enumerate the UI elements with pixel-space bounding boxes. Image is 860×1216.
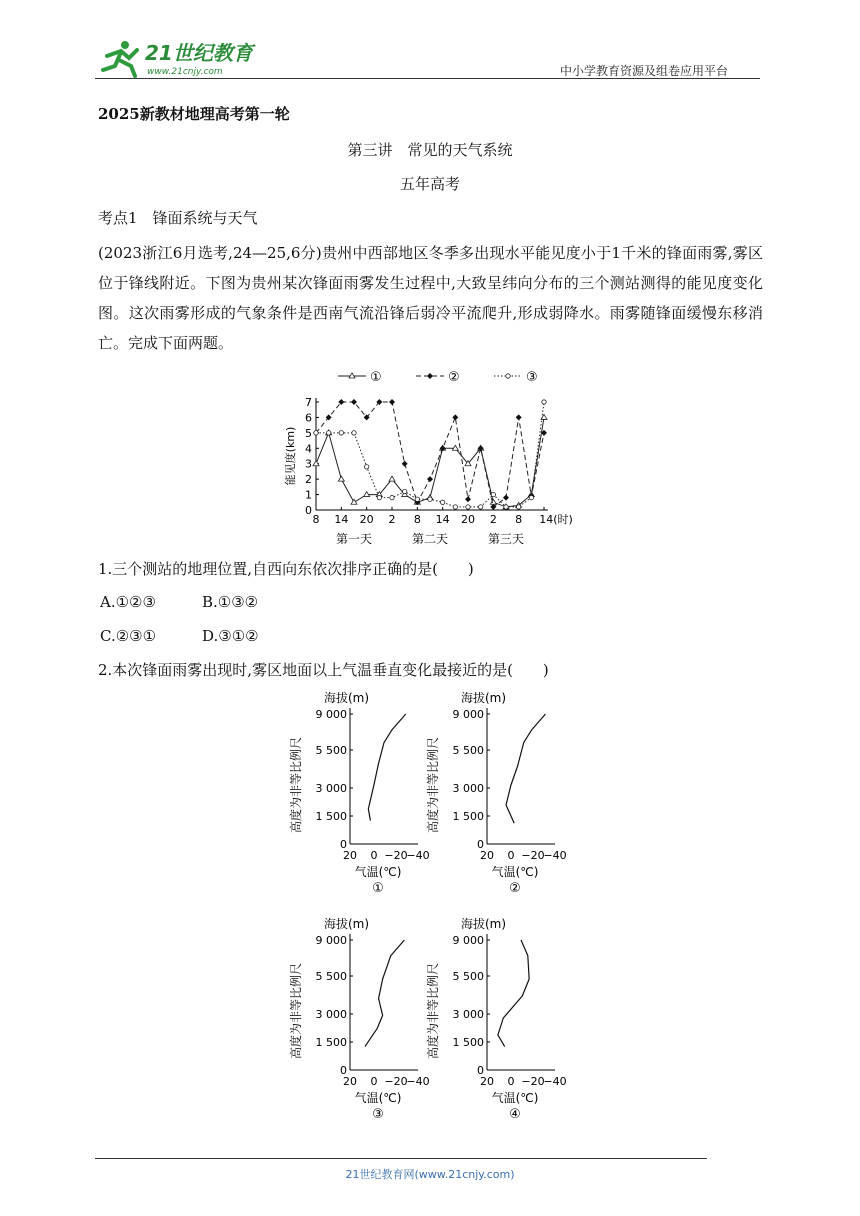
point-triangle: [490, 499, 496, 504]
profile-side-label: 高度为非等比例尺: [289, 736, 303, 834]
point-diamond: [452, 414, 458, 420]
profile-x-tick-label: −40: [406, 1075, 430, 1088]
day-label: 第二天: [411, 532, 449, 546]
y-tick-label: 3: [305, 457, 312, 471]
profile-x-tick-label: 20: [343, 849, 357, 862]
profile-y-tick-label: 0: [340, 838, 347, 851]
legend-marker: [506, 374, 510, 378]
header-divider: [95, 78, 760, 79]
point-diamond: [389, 399, 395, 405]
profile-y-title: 海拔(m): [324, 917, 370, 931]
profile-curve: [368, 714, 405, 821]
legend-label: ②: [448, 370, 460, 385]
profile-y-tick-label: 0: [477, 1064, 484, 1077]
profile-y-tick-label: 5 500: [315, 970, 347, 983]
profile-y-tick-label: 1 500: [452, 810, 484, 823]
point-circle: [402, 489, 406, 493]
temperature-profile-4: [425, 914, 575, 1129]
profile-x-tick-label: −40: [543, 849, 567, 862]
profile-x-tick-label: −20: [384, 849, 408, 862]
point-triangle: [452, 445, 458, 450]
header-platform-text: 中小学教育资源及组卷应用平台: [560, 64, 729, 78]
temperature-profile-1: [288, 688, 438, 903]
series-line-1: [316, 417, 544, 506]
intro-paragraph: (2023浙江6月选考,24—25,6分)贵州中西部地区冬季多出现水平能见度小于1千米的锋面雨雾,雾区位于锋线附近。下图为贵州某次锋面雨雾发生过程中,大致呈纬向分布的三个测站测得的能见度变化图。这次雨雾形成的气象条件是西南气流沿锋后弱冷平流爬升,形成弱降水。雨雾随锋面缓慢东移消亡。完成下面两题。: [98, 244, 763, 352]
profile-side-label: 高度为非等比例尺: [426, 962, 440, 1060]
x-tick-label: 2: [388, 513, 396, 526]
day-label: 第三天: [487, 532, 525, 546]
y-tick-label: 5: [305, 426, 312, 440]
profile-y-tick-label: 9 000: [315, 934, 347, 947]
y-tick-label: 4: [305, 442, 312, 456]
point-circle: [516, 505, 520, 509]
x-tick-label: 8: [413, 513, 421, 526]
profile-curve: [506, 714, 545, 823]
point-circle: [466, 505, 470, 509]
profile-y-tick-label: 3 000: [315, 782, 347, 795]
legend-label: ③: [526, 370, 538, 385]
profile-x-label: 气温(℃): [491, 1091, 539, 1105]
question-2-stem: 2.本次锋面雨雾出现时,雾区地面以上气温垂直变化最接近的是( ): [98, 661, 549, 679]
x-tick-label: 14: [334, 513, 349, 526]
profile-x-tick-label: 20: [480, 849, 494, 862]
profile-x-tick-label: 20: [480, 1075, 494, 1088]
point-diamond: [516, 414, 522, 420]
q1-option-c: C.②③①: [100, 627, 157, 645]
y-tick-label: 0: [305, 504, 312, 517]
profile-panel-label: ①: [372, 881, 384, 896]
point-diamond: [427, 476, 433, 482]
profile-y-title: 海拔(m): [461, 917, 507, 931]
profile-y-tick-label: 3 000: [315, 1008, 347, 1021]
profile-curve: [498, 940, 529, 1047]
logo-url: www.21cnjy.com: [147, 67, 223, 77]
y-tick-label: 1: [305, 488, 312, 502]
profile-y-tick-label: 9 000: [315, 708, 347, 721]
profile-y-tick-label: 5 500: [452, 744, 484, 757]
profile-y-tick-label: 0: [340, 1064, 347, 1077]
profile-y-tick-label: 9 000: [452, 708, 484, 721]
point-diamond: [402, 461, 408, 467]
x-tick-label: 2: [489, 513, 497, 526]
profile-side-label: 高度为非等比例尺: [426, 736, 440, 834]
question-1-stem: 1.三个测站的地理位置,自西向东依次排序正确的是( ): [98, 560, 474, 578]
temperature-profile-3: [288, 914, 438, 1129]
y-axis-label: 能见度(km): [284, 426, 297, 486]
point-circle: [352, 431, 356, 435]
point-circle: [326, 431, 330, 435]
point-triangle: [338, 476, 344, 481]
profile-x-tick-label: −20: [384, 1075, 408, 1088]
profile-panel-label: ③: [372, 1107, 384, 1122]
y-tick-label: 2: [305, 473, 312, 487]
point-circle: [339, 431, 343, 435]
footer-divider: [95, 1158, 707, 1159]
profile-y-tick-label: 5 500: [452, 970, 484, 983]
profile-y-tick-label: 0: [477, 838, 484, 851]
profile-x-tick-label: −40: [543, 1075, 567, 1088]
profile-x-tick-label: 0: [370, 849, 378, 862]
point-circle: [440, 500, 444, 504]
profile-y-tick-label: 1 500: [315, 1036, 347, 1049]
point-triangle: [364, 492, 370, 497]
point-circle: [504, 505, 508, 509]
point-diamond: [503, 495, 509, 501]
footer-text: 21世纪教育网(www.21cnjy.com): [345, 1168, 515, 1181]
point-circle: [390, 495, 394, 499]
point-circle: [428, 497, 432, 501]
profile-y-tick-label: 9 000: [452, 934, 484, 947]
point-diamond: [351, 399, 357, 405]
profile-x-label: 气温(℃): [491, 865, 539, 879]
temperature-profile-2: [425, 688, 575, 903]
profile-x-tick-label: −20: [521, 1075, 545, 1088]
y-tick-label: 7: [305, 396, 312, 409]
profile-side-label: 高度为非等比例尺: [289, 962, 303, 1060]
y-tick-label: 6: [305, 411, 312, 425]
profile-x-tick-label: −40: [406, 849, 430, 862]
series-line-2: [316, 402, 544, 507]
topic-heading: 考点1 锋面系统与天气: [98, 209, 258, 227]
lecture-title: 第三讲 常见的天气系统: [347, 141, 513, 159]
profile-panel-label: ②: [509, 881, 521, 896]
point-circle: [364, 465, 368, 469]
point-circle: [377, 495, 381, 499]
site-logo: [95, 36, 265, 80]
visibility-chart: [280, 364, 590, 554]
q1-option-d: D.③①②: [202, 627, 259, 645]
point-circle: [529, 495, 533, 499]
q1-option-b: B.①③②: [202, 593, 259, 611]
profile-x-tick-label: 0: [507, 849, 515, 862]
point-diamond: [465, 496, 471, 502]
point-triangle: [389, 476, 395, 481]
profile-x-tick-label: −20: [521, 849, 545, 862]
x-tick-label: 20: [461, 513, 475, 526]
profile-y-tick-label: 3 000: [452, 782, 484, 795]
x-tick-label: 14: [435, 513, 450, 526]
profile-x-label: 气温(℃): [354, 865, 402, 879]
profile-y-tick-label: 3 000: [452, 1008, 484, 1021]
section-title: 五年高考: [399, 175, 460, 193]
point-circle: [491, 492, 495, 496]
profile-x-tick-label: 0: [370, 1075, 378, 1088]
q1-option-a: A.①②③: [100, 593, 156, 611]
x-tick-label: 20: [359, 513, 374, 526]
profile-y-title: 海拔(m): [461, 691, 507, 705]
profile-x-label: 气温(℃): [354, 1091, 402, 1105]
day-label: 第一天: [335, 532, 373, 546]
point-circle: [478, 505, 482, 509]
profile-y-title: 海拔(m): [324, 691, 370, 705]
profile-y-tick-label: 1 500: [452, 1036, 484, 1049]
profile-y-tick-label: 5 500: [315, 744, 347, 757]
profile-x-tick-label: 20: [343, 1075, 357, 1088]
profile-curve: [365, 940, 404, 1047]
x-tick-label: 8: [515, 513, 523, 526]
logo-text: 21世纪教育: [145, 41, 253, 65]
point-circle: [314, 431, 318, 435]
point-circle: [415, 497, 419, 501]
profile-y-tick-label: 1 500: [315, 810, 347, 823]
legend-marker: [427, 373, 433, 379]
point-triangle: [351, 499, 357, 504]
legend-label: ①: [370, 370, 382, 385]
x-tick-label: 14(时): [539, 513, 573, 526]
point-circle: [542, 400, 546, 404]
series-line-3: [316, 402, 544, 507]
profile-x-tick-label: 0: [507, 1075, 515, 1088]
page-title: 2025新教材地理高考第一轮: [98, 105, 290, 123]
runner-logo-icon: [103, 41, 137, 76]
point-circle: [453, 505, 457, 509]
x-tick-label: 8: [312, 513, 320, 526]
profile-panel-label: ④: [509, 1107, 521, 1122]
